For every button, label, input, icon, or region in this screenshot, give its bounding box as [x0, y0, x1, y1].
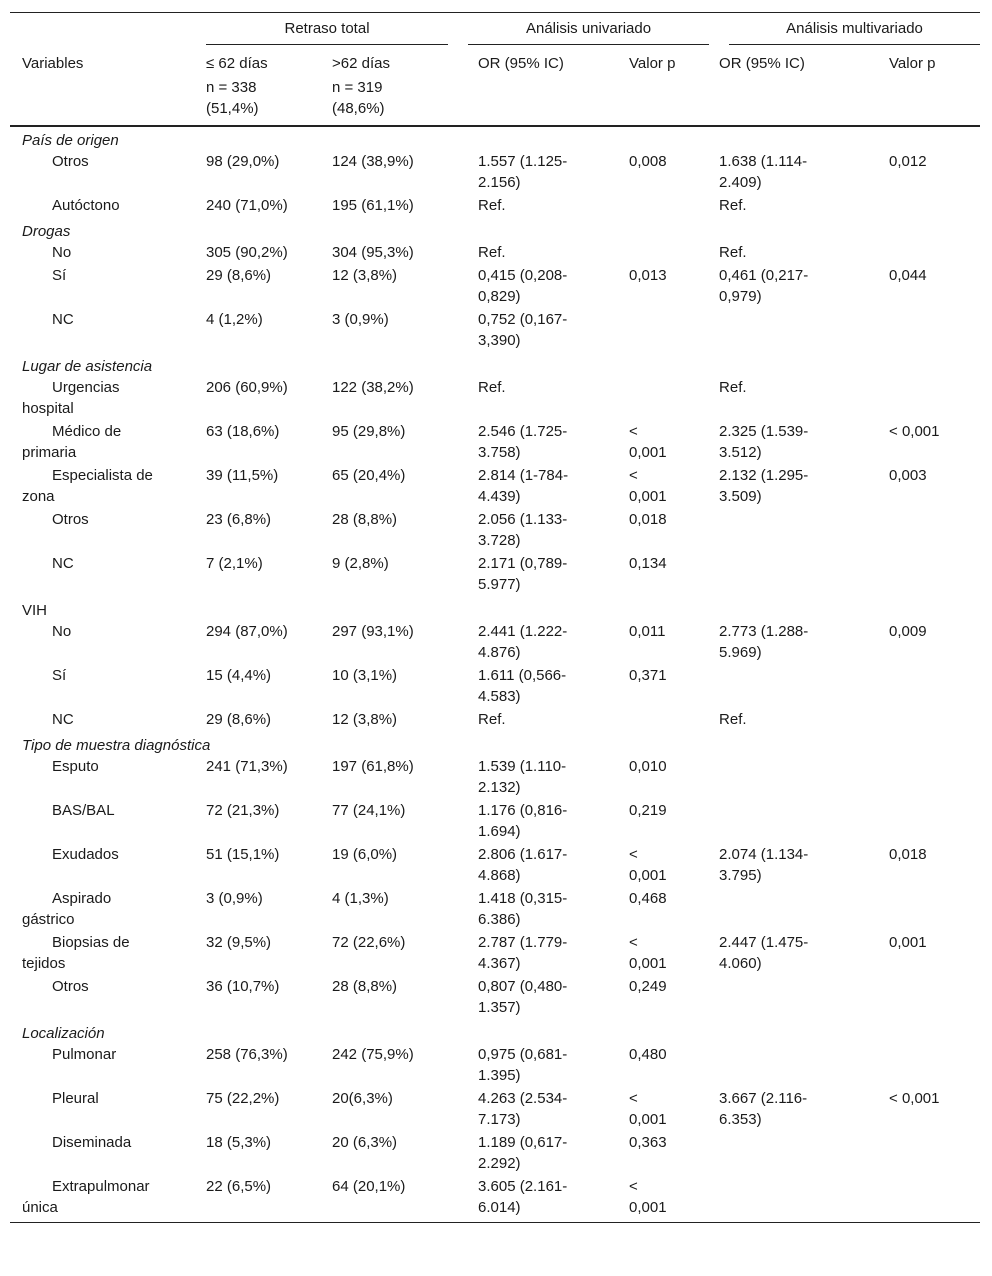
row-label: Pleural	[52, 1090, 99, 1107]
cell-or-multi	[719, 888, 889, 932]
cell-p-univ: 0,249	[629, 978, 667, 995]
table-row	[10, 377, 980, 421]
header-gt62: >62 días	[332, 55, 390, 72]
cell-or-univ: 2.056 (1.133-3.728)	[478, 511, 568, 549]
cell-p-univ	[629, 242, 719, 265]
cell-p-univ: < 0,001	[629, 1090, 667, 1128]
header-p-multi: Valor p	[889, 55, 936, 72]
cell-or-univ: 2.806 (1.617-4.868)	[478, 846, 568, 884]
cell-gt62: 197 (61,8%)	[332, 758, 414, 775]
cell-p-multi	[889, 709, 980, 732]
cell-p-multi	[889, 1044, 980, 1088]
table-row	[10, 844, 980, 888]
cell-p-univ: < 0,001	[629, 934, 667, 972]
cell-p-multi: 0,009	[889, 623, 927, 640]
cell-p-univ	[629, 309, 719, 353]
header-variables: Variables	[22, 55, 84, 72]
cell-or-multi: 2.074 (1.134-3.795)	[719, 846, 809, 884]
cell-or-univ: 1.176 (0,816-1.694)	[478, 802, 568, 840]
cell-or-multi: 2.132 (1.295-3.509)	[719, 467, 809, 505]
cell-p-univ: 0,363	[629, 1134, 667, 1151]
cell-gt62: 242 (75,9%)	[332, 1046, 414, 1063]
table-row	[10, 242, 980, 265]
header-or-multi: OR (95% IC)	[719, 55, 805, 72]
row-label: No	[52, 623, 72, 640]
section-title: Lugar de asistencia	[22, 358, 153, 375]
row-label: Urgencias hospital	[22, 379, 120, 417]
cell-p-univ: 0,010	[629, 758, 667, 775]
cell-p-multi	[889, 195, 980, 218]
cell-or-multi: 1.638 (1.114-2.409)	[719, 153, 808, 191]
cell-p-multi	[889, 888, 980, 932]
cell-le62: 22 (6,5%)	[206, 1176, 332, 1223]
cell-or-multi: 2.447 (1.475-4.060)	[719, 934, 809, 972]
table-row	[10, 621, 980, 665]
cell-le62: 29 (8,6%)	[206, 711, 272, 728]
cell-gt62: 122 (38,2%)	[332, 379, 414, 396]
row-label: Otros	[52, 978, 89, 995]
cell-p-multi	[889, 377, 980, 421]
cell-le62: 23 (6,8%)	[206, 511, 272, 528]
cell-le62: 72 (21,3%)	[206, 802, 280, 819]
cell-p-univ: 0,011	[629, 623, 666, 640]
cell-or-multi: Ref.	[719, 379, 747, 396]
table-row	[10, 265, 980, 309]
section-row	[10, 126, 980, 151]
cell-or-multi	[719, 756, 889, 800]
cell-or-univ: 1.418 (0,315-6.386)	[478, 890, 568, 928]
cell-gt62: 77 (24,1%)	[332, 802, 406, 819]
table-row	[10, 195, 980, 218]
header-n-le62: n = 338 (51,4%)	[206, 75, 332, 126]
cell-gt62: 3 (0,9%)	[332, 311, 389, 328]
cell-le62: 4 (1,2%)	[206, 311, 263, 328]
cell-le62: 15 (4,4%)	[206, 667, 272, 684]
section-row	[10, 218, 980, 242]
cell-or-multi	[719, 800, 889, 844]
group-header-multivariado: Análisis multivariado	[729, 13, 980, 45]
group-header-retraso: Retraso total	[206, 13, 448, 45]
cell-p-univ	[629, 709, 719, 732]
cell-gt62: 19 (6,0%)	[332, 846, 398, 863]
cell-or-univ: 1.611 (0,566-4.583)	[478, 667, 567, 705]
cell-gt62: 28 (8,8%)	[332, 978, 398, 995]
section-title: Tipo de muestra diagnóstica	[22, 737, 211, 754]
table-row	[10, 421, 980, 465]
cell-or-multi: Ref.	[719, 711, 747, 728]
row-label: Autóctono	[52, 197, 120, 214]
cell-le62: 32 (9,5%)	[206, 934, 272, 951]
cell-gt62: 304 (95,3%)	[332, 244, 414, 261]
cell-p-multi	[889, 553, 980, 597]
cell-le62: 36 (10,7%)	[206, 978, 280, 995]
cell-or-univ: 1.189 (0,617-2.292)	[478, 1134, 568, 1172]
row-label: BAS/BAL	[52, 802, 115, 819]
cell-or-univ: 2.171 (0,789-5.977)	[478, 555, 568, 593]
cell-or-multi	[719, 976, 889, 1020]
cell-p-multi	[889, 509, 980, 553]
cell-le62: 51 (15,1%)	[206, 846, 280, 863]
row-label: Sí	[52, 667, 67, 684]
cell-gt62: 95 (29,8%)	[332, 423, 406, 440]
cell-or-multi: Ref.	[719, 244, 747, 261]
cell-p-univ: 0,468	[629, 890, 667, 907]
table-row	[10, 151, 980, 195]
cell-p-univ	[629, 195, 719, 218]
cell-or-multi: 2.773 (1.288-5.969)	[719, 623, 809, 661]
cell-or-univ: 0,807 (0,480-1.357)	[478, 978, 568, 1016]
cell-p-univ: 0,371	[629, 667, 667, 684]
cell-p-multi: < 0,001	[889, 423, 940, 440]
cell-gt62: 12 (3,8%)	[332, 711, 398, 728]
row-label: Especialista de zona	[22, 467, 153, 505]
cell-or-multi	[719, 509, 889, 553]
cell-p-multi	[889, 976, 980, 1020]
cell-gt62: 65 (20,4%)	[332, 467, 406, 484]
cell-le62: 29 (8,6%)	[206, 267, 272, 284]
cell-le62: 258 (76,3%)	[206, 1046, 288, 1063]
row-label: Biopsias de tejidos	[22, 934, 130, 972]
cell-or-multi: Ref.	[719, 197, 747, 214]
table-row	[10, 1176, 980, 1223]
cell-gt62: 20 (6,3%)	[332, 1134, 398, 1151]
table-row	[10, 932, 980, 976]
table-row	[10, 1132, 980, 1176]
table-row	[10, 800, 980, 844]
cell-le62: 241 (71,3%)	[206, 758, 288, 775]
cell-or-multi	[719, 1132, 889, 1176]
cell-le62: 39 (11,5%)	[206, 467, 279, 484]
cell-gt62: 297 (93,1%)	[332, 623, 414, 640]
row-label: NC	[52, 311, 74, 328]
row-label: No	[52, 244, 72, 261]
header-or-univ: OR (95% IC)	[478, 55, 564, 72]
cell-le62: 305 (90,2%)	[206, 244, 288, 261]
cell-p-univ: < 0,001	[629, 1176, 719, 1223]
table-row	[10, 465, 980, 509]
cell-gt62: 10 (3,1%)	[332, 667, 398, 684]
cell-or-multi: 3.667 (2.116-6.353)	[719, 1090, 808, 1128]
row-label: Exudados	[52, 846, 119, 863]
cell-gt62: 9 (2,8%)	[332, 555, 389, 572]
table-row	[10, 976, 980, 1020]
cell-or-univ: Ref.	[478, 711, 506, 728]
cell-p-multi: < 0,001	[889, 1090, 940, 1107]
cell-p-univ: 0,134	[629, 555, 667, 572]
cell-or-univ: 0,975 (0,681-1.395)	[478, 1046, 568, 1084]
table-row	[10, 309, 980, 353]
cell-le62: 18 (5,3%)	[206, 1134, 272, 1151]
cell-le62: 3 (0,9%)	[206, 890, 263, 907]
cell-p-univ: 0,480	[629, 1046, 667, 1063]
cell-or-univ: 0,415 (0,208-0,829)	[478, 267, 568, 305]
section-title: Localización	[22, 1025, 105, 1042]
section-row	[10, 732, 980, 756]
cell-or-univ: 2.546 (1.725-3.758)	[478, 423, 568, 461]
cell-p-multi: 0,018	[889, 846, 927, 863]
cell-or-multi	[719, 665, 889, 709]
cell-p-univ	[629, 377, 719, 421]
cell-or-univ: 2.441 (1.222-4.876)	[478, 623, 568, 661]
cell-p-multi	[889, 1176, 980, 1223]
row-label: Extrapulmonar única	[10, 1176, 206, 1223]
row-label: Esputo	[52, 758, 99, 775]
cell-or-multi	[719, 553, 889, 597]
cell-or-univ: 1.557 (1.125-2.156)	[478, 153, 568, 191]
cell-or-multi	[719, 1044, 889, 1088]
row-label: Otros	[52, 153, 89, 170]
cell-le62: 240 (71,0%)	[206, 197, 288, 214]
cell-or-univ: 2.787 (1.779-4.367)	[478, 934, 568, 972]
cell-p-multi	[889, 1132, 980, 1176]
row-label: Pulmonar	[52, 1046, 117, 1063]
cell-or-multi: 0,461 (0,217-0,979)	[719, 267, 809, 305]
cell-le62: 294 (87,0%)	[206, 623, 288, 640]
cell-gt62: 20(6,3%)	[332, 1090, 393, 1107]
cell-or-multi: 2.325 (1.539-3.512)	[719, 423, 809, 461]
cell-or-univ: Ref.	[478, 244, 506, 261]
cell-gt62: 4 (1,3%)	[332, 890, 389, 907]
cell-or-univ: Ref.	[478, 379, 506, 396]
cell-or-univ: 2.814 (1-784-4.439)	[478, 467, 569, 505]
section-row	[10, 353, 980, 377]
cell-p-multi	[889, 309, 980, 353]
table-row	[10, 1088, 980, 1132]
row-label: NC	[52, 555, 74, 572]
cell-gt62: 72 (22,6%)	[332, 934, 406, 951]
cell-gt62: 64 (20,1%)	[332, 1176, 458, 1223]
section-title: País de origen	[22, 132, 119, 149]
table-row	[10, 888, 980, 932]
cell-or-multi	[719, 1176, 889, 1223]
table-row	[10, 1044, 980, 1088]
cell-or-univ: 4.263 (2.534-7.173)	[478, 1090, 568, 1128]
cell-p-univ: 0,013	[629, 267, 667, 284]
cell-p-multi	[889, 242, 980, 265]
header-p-univ: Valor p	[629, 55, 676, 72]
header-n-gt62: n = 319 (48,6%)	[332, 75, 458, 126]
table-row	[10, 756, 980, 800]
cell-gt62: 12 (3,8%)	[332, 267, 398, 284]
section-title: Drogas	[22, 223, 71, 240]
cell-p-multi: 0,001	[889, 934, 927, 951]
cell-p-univ: 0,018	[629, 511, 667, 528]
row-label: Sí	[52, 267, 67, 284]
section-title: VIH	[22, 602, 48, 619]
table-row	[10, 665, 980, 709]
cell-p-multi	[889, 800, 980, 844]
row-label: Diseminada	[52, 1134, 132, 1151]
cell-gt62: 124 (38,9%)	[332, 153, 414, 170]
table-row	[10, 709, 980, 732]
cell-or-univ: 1.539 (1.110-2.132)	[478, 758, 567, 796]
cell-gt62: 195 (61,1%)	[332, 197, 414, 214]
cell-p-univ: 0,008	[629, 153, 667, 170]
cell-le62: 63 (18,6%)	[206, 423, 280, 440]
cell-or-univ: 3.605 (2.161-6.014)	[458, 1176, 629, 1223]
cell-p-multi: 0,044	[889, 267, 927, 284]
cell-p-univ: < 0,001	[629, 846, 667, 884]
group-header-univariado: Análisis univariado	[468, 13, 709, 45]
cell-p-multi	[889, 756, 980, 800]
cell-gt62: 28 (8,8%)	[332, 511, 398, 528]
cell-le62: 75 (22,2%)	[206, 1090, 280, 1107]
cell-le62: 7 (2,1%)	[206, 555, 263, 572]
row-label: NC	[52, 711, 74, 728]
header-le62: ≤ 62 días	[206, 55, 268, 72]
section-row	[10, 597, 980, 621]
cell-p-multi: 0,003	[889, 467, 927, 484]
table-row	[10, 509, 980, 553]
section-row	[10, 1020, 980, 1044]
cell-p-univ: 0,219	[629, 802, 667, 819]
cell-p-multi	[889, 665, 980, 709]
row-label: Médico de primaria	[22, 423, 122, 461]
cell-le62: 206 (60,9%)	[206, 379, 288, 396]
cell-or-univ: 0,752 (0,167-3,390)	[478, 311, 568, 349]
cell-or-multi	[719, 309, 889, 353]
cell-or-univ: Ref.	[478, 197, 506, 214]
cell-p-univ: < 0,001	[629, 423, 667, 461]
results-table	[10, 12, 980, 1223]
cell-p-univ: < 0,001	[629, 467, 667, 505]
cell-le62: 98 (29,0%)	[206, 153, 280, 170]
row-label: Otros	[52, 511, 89, 528]
cell-p-multi: 0,012	[889, 153, 927, 170]
table-row	[10, 553, 980, 597]
row-label: Aspirado gástrico	[22, 890, 112, 928]
